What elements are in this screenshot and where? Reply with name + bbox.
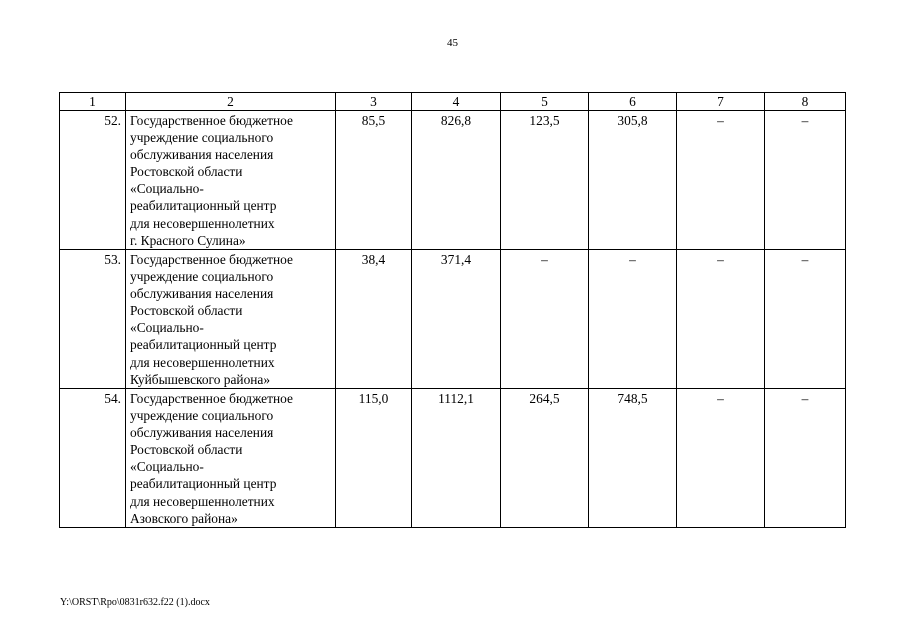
institution-name: Государственное бюджетное учреждение социального обслуживания населения Ростовской области «Социально- реабилитационный центр для несовершеннолетних г. Красного Сулина» [126, 111, 336, 250]
table-header-row [60, 93, 846, 111]
row-number: 52. [60, 111, 126, 250]
cell-col-7: – [677, 250, 765, 389]
table-row [60, 111, 846, 250]
cell-col-7: – [677, 389, 765, 528]
cell-col-3: 85,5 [336, 111, 412, 250]
column-header-5: 5 [501, 93, 589, 111]
column-header-7: 7 [677, 93, 765, 111]
footer-file-path: Y:\ORST\Rpo\0831r632.f22 (1).docx [60, 597, 210, 608]
table-row [60, 389, 846, 528]
column-header-3: 3 [336, 93, 412, 111]
row-number: 54. [60, 389, 126, 528]
cell-col-8: – [765, 250, 846, 389]
column-header-1: 1 [60, 93, 126, 111]
cell-col-4: 826,8 [412, 111, 501, 250]
column-header-8: 8 [765, 93, 846, 111]
cell-col-5: – [501, 250, 589, 389]
page-number: 45 [447, 37, 458, 49]
cell-col-4: 1112,1 [412, 389, 501, 528]
column-header-6: 6 [589, 93, 677, 111]
cell-col-4: 371,4 [412, 250, 501, 389]
institution-name: Государственное бюджетное учреждение социального обслуживания населения Ростовской области «Социально- реабилитационный центр для несовершеннолетних Куйбышевского района» [126, 250, 336, 389]
table-row [60, 250, 846, 389]
cell-col-6: 305,8 [589, 111, 677, 250]
cell-col-5: 123,5 [501, 111, 589, 250]
column-header-4: 4 [412, 93, 501, 111]
cell-col-6: – [589, 250, 677, 389]
row-number: 53. [60, 250, 126, 389]
cell-col-5: 264,5 [501, 389, 589, 528]
cell-col-8: – [765, 111, 846, 250]
cell-col-3: 38,4 [336, 250, 412, 389]
cell-col-7: – [677, 111, 765, 250]
cell-col-6: 748,5 [589, 389, 677, 528]
cell-col-8: – [765, 389, 846, 528]
institution-name: Государственное бюджетное учреждение социального обслуживания населения Ростовской области «Социально- реабилитационный центр для несовершеннолетних Азовского района» [126, 389, 336, 528]
column-header-2: 2 [126, 93, 336, 111]
data-table [59, 92, 846, 528]
cell-col-3: 115,0 [336, 389, 412, 528]
